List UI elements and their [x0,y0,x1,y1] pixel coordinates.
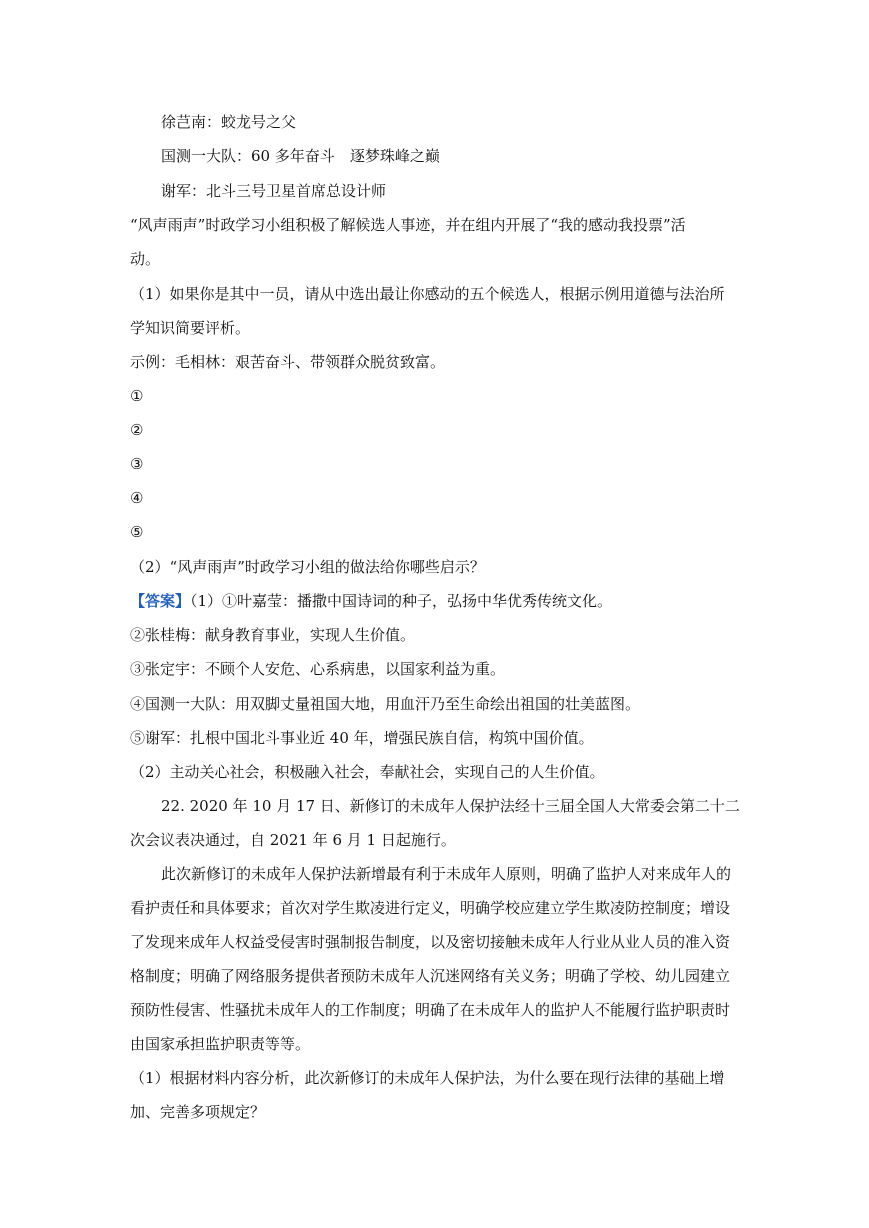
material-line-1: 此次新修订的未成年人保护法新增最有利于未成年人原则，明确了监护人对来成年人的 [161,865,732,883]
question-22-1-line-1: （1）根据材料内容分析，此次新修订的未成年人保护法，为什么要在现行法律的基础上增 [130,1069,725,1087]
answer-line-1 [130,591,612,611]
answer-tag: 【答案】 [130,592,191,610]
question-1-line-1: （1）如果你是其中一员，请从中选出最让你感动的五个候选人，根据示例用道德与法治所 [130,285,725,303]
answer-line-5: ⑤谢军：扎根中国北斗事业近 40 年，增强民族自信，构筑中国价值。 [130,729,594,747]
activity-intro-line-2: 动。 [130,250,161,268]
answer-line-4: ④国测一大队：用双脚丈量祖国大地，用血汗乃至生命绘出祖国的壮美蓝图。 [130,695,641,713]
question-22-line-1: 22. 2020 年 10 月 17 日、新修订的未成年人保护法经十三届全国人大常委会第二十二 [161,797,740,815]
candidate-xu-line: 徐芑南：蛟龙号之父 [161,113,297,131]
answer-line-3: ③张定宇：不顾个人安危、心系病患，以国家利益为重。 [130,660,506,678]
example-line: 示例：毛相林：艰苦奋斗、带领群众脱贫致富。 [130,353,446,371]
answer-line-6: （2）主动关心社会，积极融入社会，奉献社会，实现自己的人生价值。 [130,763,605,781]
answer-line-1-text: （1）①叶嘉莹：播撒中国诗词的种子，弘扬中华优秀传统文化。 [190,592,613,610]
blank-item-2: ② [130,421,144,439]
material-line-2: 看护责任和具体要求；首次对学生欺凌进行定义，明确学校应建立学生欺凌防控制度；增设 [130,899,731,917]
material-line-6: 由国家承担监护职责等等。 [130,1035,311,1053]
question-1-line-2: 学知识简要评析。 [130,319,251,337]
blank-item-3: ③ [130,455,144,473]
material-line-4: 格制度；明确了网络服务提供者预防未成年人沉迷网络有关义务；明确了学校、幼儿园建立 [130,967,731,985]
candidate-guoce-line: 国测一大队：60 多年奋斗 逐梦珠峰之巅 [161,147,440,165]
question-22-1-line-2: 加、完善多项规定？ [130,1103,266,1121]
blank-item-5: ⑤ [130,523,144,541]
material-line-3: 了发现来成年人权益受侵害时强制报告制度，以及密切接触未成年人行业从业人员的准入资 [130,933,731,951]
activity-intro-line-1: “风声雨声”时政学习小组积极了解候选人事迹，并在组内开展了“我的感动我投票”活 [130,216,686,234]
material-line-5: 预防性侵害、性骚扰未成年人的工作制度；明确了在未成年人的监护人不能履行监护职责时 [130,1001,731,1019]
blank-item-1: ① [130,387,144,405]
question-2-line: （2）“风声雨声”时政学习小组的做法给你哪些启示？ [130,558,485,576]
answer-line-2: ②张桂梅：献身教育事业，实现人生价值。 [130,626,416,644]
blank-item-4: ④ [130,489,144,507]
candidate-xiejun-line: 谢军：北斗三号卫星首席总设计师 [161,182,387,200]
question-22-line-2: 次会议表决通过，自 2021 年 6 月 1 日起施行。 [130,831,456,849]
